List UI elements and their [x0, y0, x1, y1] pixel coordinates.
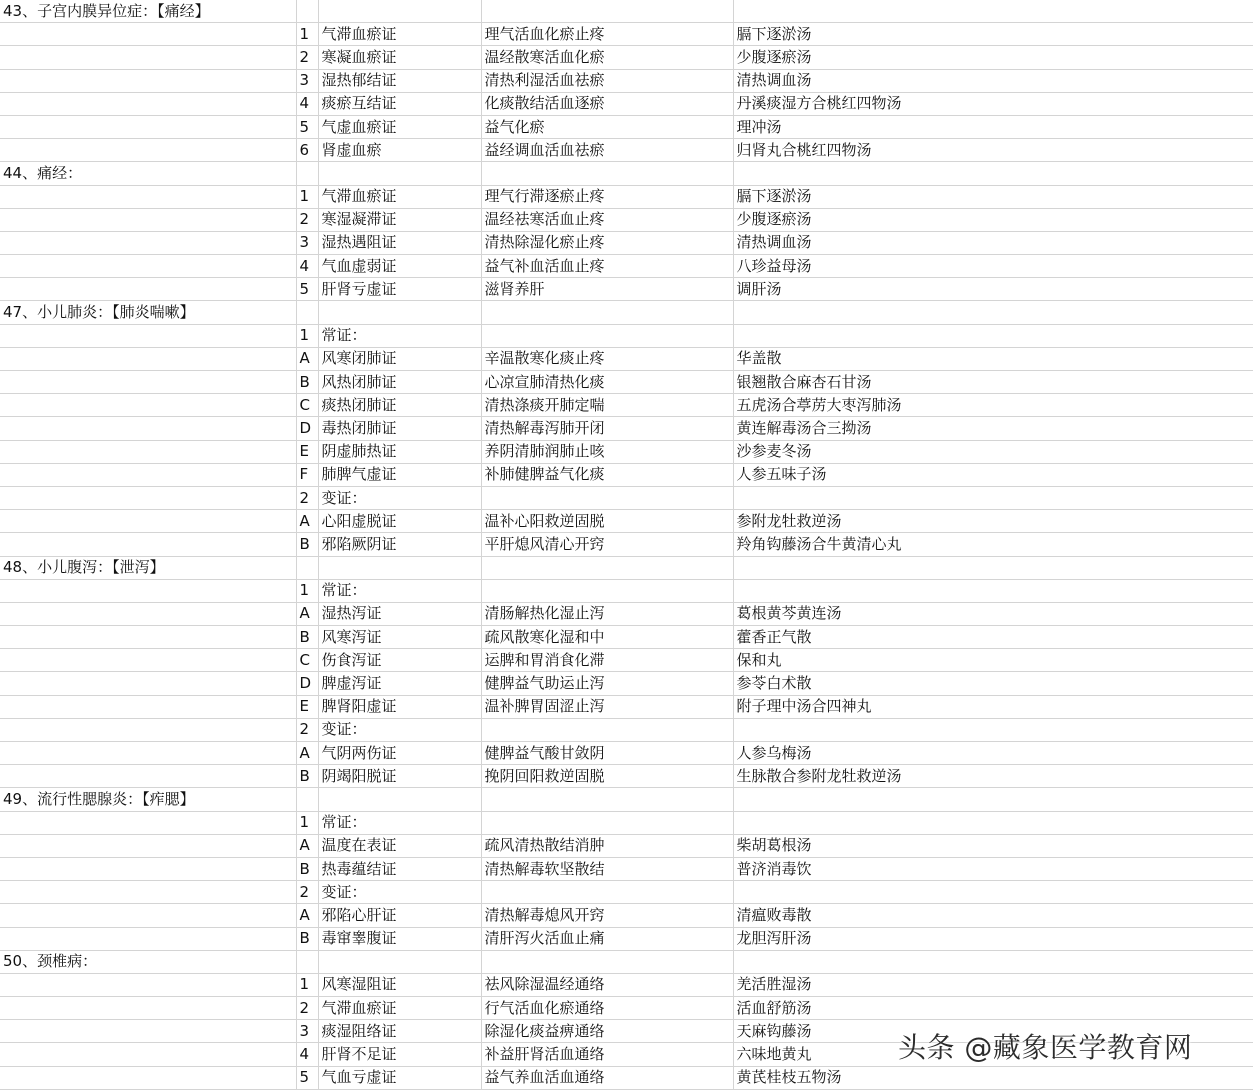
index-cell[interactable]: 1	[296, 23, 318, 46]
syndrome-cell[interactable]: 肝肾亏虚证	[318, 278, 481, 301]
syndrome-cell[interactable]: 寒湿凝滞证	[318, 208, 481, 231]
section-header-row	[0, 788, 1253, 811]
syndrome-cell[interactable]: 风寒湿阻证	[318, 973, 481, 996]
index-cell[interactable]: D	[296, 672, 318, 695]
table-row	[0, 579, 1253, 602]
index-cell[interactable]: 2	[296, 46, 318, 69]
index-cell[interactable]: 5	[296, 278, 318, 301]
treatment-cell[interactable]: 益气补血活血止疼	[481, 255, 733, 278]
treatment-cell[interactable]: 理气行滞逐瘀止疼	[481, 185, 733, 208]
empty-cell[interactable]	[296, 950, 318, 973]
empty-cell[interactable]	[296, 301, 318, 324]
empty-cell[interactable]	[0, 904, 296, 927]
index-cell[interactable]: E	[296, 440, 318, 463]
prescription-cell[interactable]: 归肾丸合桃红四物汤	[733, 139, 1253, 162]
table-row	[0, 115, 1253, 138]
syndrome-cell[interactable]: 气滞血瘀证	[318, 185, 481, 208]
empty-cell[interactable]	[0, 718, 296, 741]
syndrome-cell[interactable]: 湿热遇阻证	[318, 231, 481, 254]
table-row	[0, 417, 1253, 440]
syndrome-cell[interactable]: 湿热郁结证	[318, 69, 481, 92]
prescription-cell[interactable]: 银翘散合麻杏石甘汤	[733, 371, 1253, 394]
empty-cell[interactable]	[0, 278, 296, 301]
table-row	[0, 23, 1253, 46]
empty-cell[interactable]	[733, 301, 1253, 324]
syndrome-cell[interactable]: 变证：	[318, 486, 481, 509]
index-cell[interactable]: D	[296, 417, 318, 440]
prescription-cell[interactable]: 清热调血汤	[733, 69, 1253, 92]
prescription-cell[interactable]: 五虎汤合葶苈大枣泻肺汤	[733, 394, 1253, 417]
index-cell[interactable]: B	[296, 626, 318, 649]
treatment-cell[interactable]: 益气化瘀	[481, 115, 733, 138]
syndrome-cell[interactable]: 痰湿阻络证	[318, 1020, 481, 1043]
table-row	[0, 69, 1253, 92]
prescription-cell[interactable]: 柴胡葛根汤	[733, 834, 1253, 857]
prescription-cell[interactable]	[733, 811, 1253, 834]
index-cell[interactable]: 2	[296, 486, 318, 509]
table-row	[0, 973, 1253, 996]
index-cell[interactable]: C	[296, 649, 318, 672]
prescription-cell[interactable]: 沙参麦冬汤	[733, 440, 1253, 463]
section-header-row	[0, 301, 1253, 324]
table-row	[0, 649, 1253, 672]
index-cell[interactable]: A	[296, 904, 318, 927]
table-row	[0, 510, 1253, 533]
empty-cell[interactable]	[0, 417, 296, 440]
empty-cell[interactable]	[296, 556, 318, 579]
empty-cell[interactable]	[0, 463, 296, 486]
table-row	[0, 857, 1253, 880]
empty-cell[interactable]	[0, 1020, 296, 1043]
treatment-cell[interactable]	[481, 881, 733, 904]
treatment-cell[interactable]: 疏风散寒化湿和中	[481, 626, 733, 649]
syndrome-cell[interactable]: 邪陷心肝证	[318, 904, 481, 927]
index-cell[interactable]: 5	[296, 115, 318, 138]
prescription-cell[interactable]: 天麻钩藤汤	[733, 1020, 1253, 1043]
treatment-cell[interactable]: 温补脾胃固涩止泻	[481, 695, 733, 718]
index-cell[interactable]: 4	[296, 255, 318, 278]
empty-cell[interactable]	[0, 440, 296, 463]
table-row	[0, 255, 1253, 278]
syndrome-cell[interactable]: 痰热闭肺证	[318, 394, 481, 417]
prescription-cell[interactable]: 少腹逐瘀汤	[733, 46, 1253, 69]
treatment-cell[interactable]	[481, 811, 733, 834]
prescription-cell[interactable]	[733, 718, 1253, 741]
empty-cell[interactable]	[733, 788, 1253, 811]
prescription-cell[interactable]: 华盖散	[733, 347, 1253, 370]
section-title-cell[interactable]: 43、子宫内膜异位症：【痛经】	[0, 0, 296, 23]
empty-cell[interactable]	[0, 23, 296, 46]
index-cell[interactable]: B	[296, 765, 318, 788]
syndrome-cell[interactable]: 肺脾气虚证	[318, 463, 481, 486]
table-row	[0, 718, 1253, 741]
empty-cell[interactable]	[0, 927, 296, 950]
syndrome-cell[interactable]: 心阳虚脱证	[318, 510, 481, 533]
treatment-cell[interactable]: 化痰散结活血逐瘀	[481, 92, 733, 115]
table-row	[0, 394, 1253, 417]
syndrome-cell[interactable]: 肝肾不足证	[318, 1043, 481, 1066]
empty-cell[interactable]	[481, 788, 733, 811]
empty-cell[interactable]	[0, 765, 296, 788]
treatment-cell[interactable]: 理气活血化瘀止疼	[481, 23, 733, 46]
index-cell[interactable]: 2	[296, 881, 318, 904]
index-cell[interactable]: 4	[296, 92, 318, 115]
section-header-row	[0, 0, 1253, 23]
table-row	[0, 811, 1253, 834]
table-row	[0, 278, 1253, 301]
table-row	[0, 486, 1253, 509]
empty-cell[interactable]	[0, 811, 296, 834]
empty-cell[interactable]	[0, 881, 296, 904]
empty-cell[interactable]	[296, 0, 318, 23]
syndrome-cell[interactable]: 气血虚弱证	[318, 255, 481, 278]
prescription-cell[interactable]: 膈下逐淤汤	[733, 185, 1253, 208]
section-title-cell[interactable]: 44、痛经：	[0, 162, 296, 185]
index-cell[interactable]: 1	[296, 185, 318, 208]
treatment-cell[interactable]: 健脾益气助运止泻	[481, 672, 733, 695]
table-row	[0, 440, 1253, 463]
index-cell[interactable]: B	[296, 371, 318, 394]
treatment-cell[interactable]: 清热除湿化瘀止疼	[481, 231, 733, 254]
treatment-cell[interactable]: 清热解毒泻肺开闭	[481, 417, 733, 440]
treatment-cell[interactable]	[481, 579, 733, 602]
index-cell[interactable]: B	[296, 857, 318, 880]
empty-cell[interactable]	[318, 950, 481, 973]
treatment-cell[interactable]: 挽阴回阳救逆固脱	[481, 765, 733, 788]
empty-cell[interactable]	[0, 208, 296, 231]
syndrome-cell[interactable]: 变证：	[318, 718, 481, 741]
treatment-cell[interactable]: 心凉宣肺清热化痰	[481, 371, 733, 394]
table-row	[0, 371, 1253, 394]
index-cell[interactable]: 5	[296, 1066, 318, 1089]
prescription-cell[interactable]: 丹溪痰湿方合桃红四物汤	[733, 92, 1253, 115]
treatment-cell[interactable]: 平肝熄风清心开窍	[481, 533, 733, 556]
prescription-cell[interactable]: 膈下逐淤汤	[733, 23, 1253, 46]
empty-cell[interactable]	[733, 556, 1253, 579]
prescription-cell[interactable]: 龙胆泻肝汤	[733, 927, 1253, 950]
treatment-cell[interactable]: 清热解毒软坚散结	[481, 857, 733, 880]
empty-cell[interactable]	[481, 950, 733, 973]
index-cell[interactable]: 2	[296, 208, 318, 231]
index-cell[interactable]: 3	[296, 231, 318, 254]
section-header-row	[0, 950, 1253, 973]
index-cell[interactable]: F	[296, 463, 318, 486]
empty-cell[interactable]	[0, 347, 296, 370]
table-row	[0, 324, 1253, 347]
prescription-cell[interactable]: 黄芪桂枝五物汤	[733, 1066, 1253, 1089]
syndrome-cell[interactable]: 脾肾阳虚证	[318, 695, 481, 718]
table-row	[0, 904, 1253, 927]
empty-cell[interactable]	[0, 46, 296, 69]
table-row	[0, 672, 1253, 695]
empty-cell[interactable]	[0, 185, 296, 208]
table-row	[0, 765, 1253, 788]
index-cell[interactable]: 1	[296, 579, 318, 602]
treatment-cell[interactable]: 益气养血活血通络	[481, 1066, 733, 1089]
treatment-cell[interactable]: 清肠解热化湿止泻	[481, 602, 733, 625]
syndrome-cell[interactable]: 风寒泻证	[318, 626, 481, 649]
treatment-cell[interactable]: 益经调血活血祛瘀	[481, 139, 733, 162]
treatment-cell[interactable]: 行气活血化瘀通络	[481, 997, 733, 1020]
index-cell[interactable]: 6	[296, 139, 318, 162]
empty-cell[interactable]	[0, 486, 296, 509]
syndrome-cell[interactable]: 肾虚血瘀	[318, 139, 481, 162]
table-row	[0, 185, 1253, 208]
prescription-cell[interactable]: 清瘟败毒散	[733, 904, 1253, 927]
watermark: 头条 @藏象医学教育网	[898, 1031, 1193, 1064]
prescription-cell[interactable]: 八珍益母汤	[733, 255, 1253, 278]
table-row	[0, 46, 1253, 69]
prescription-cell[interactable]: 保和丸	[733, 649, 1253, 672]
prescription-cell[interactable]: 人参五味子汤	[733, 463, 1253, 486]
syndrome-cell[interactable]: 气阴两伤证	[318, 742, 481, 765]
empty-cell[interactable]	[0, 857, 296, 880]
empty-cell[interactable]	[0, 533, 296, 556]
index-cell[interactable]: 1	[296, 324, 318, 347]
empty-cell[interactable]	[0, 997, 296, 1020]
index-cell[interactable]: B	[296, 533, 318, 556]
syndrome-cell[interactable]: 毒热闭肺证	[318, 417, 481, 440]
syndrome-cell[interactable]: 温度在表证	[318, 834, 481, 857]
table-row	[0, 208, 1253, 231]
empty-cell[interactable]	[0, 672, 296, 695]
empty-cell[interactable]	[0, 324, 296, 347]
syndrome-cell[interactable]: 常证：	[318, 324, 481, 347]
table-row	[0, 997, 1253, 1020]
table-row	[0, 463, 1253, 486]
syndrome-cell[interactable]: 风寒闭肺证	[318, 347, 481, 370]
empty-cell[interactable]	[733, 950, 1253, 973]
empty-cell[interactable]	[0, 139, 296, 162]
empty-cell[interactable]	[296, 162, 318, 185]
table-row	[0, 742, 1253, 765]
table-row	[0, 139, 1253, 162]
section-title-cell[interactable]: 48、小儿腹泻：【泄泻】	[0, 556, 296, 579]
empty-cell[interactable]	[318, 301, 481, 324]
treatment-cell[interactable]: 清热解毒熄风开窍	[481, 904, 733, 927]
empty-cell[interactable]	[0, 649, 296, 672]
empty-cell[interactable]	[318, 162, 481, 185]
table-row	[0, 834, 1253, 857]
prescription-cell[interactable]: 羌活胜湿汤	[733, 973, 1253, 996]
index-cell[interactable]: A	[296, 834, 318, 857]
treatment-cell[interactable]: 除湿化痰益痹通络	[481, 1020, 733, 1043]
empty-cell[interactable]	[318, 556, 481, 579]
prescription-cell[interactable]: 人参乌梅汤	[733, 742, 1253, 765]
syndrome-cell[interactable]: 痰瘀互结证	[318, 92, 481, 115]
index-cell[interactable]: C	[296, 394, 318, 417]
empty-cell[interactable]	[318, 0, 481, 23]
section-title-cell[interactable]: 49、流行性腮腺炎：【痄腮】	[0, 788, 296, 811]
empty-cell[interactable]	[0, 115, 296, 138]
index-cell[interactable]: 3	[296, 69, 318, 92]
syndrome-cell[interactable]: 热毒蕴结证	[318, 857, 481, 880]
table-row	[0, 533, 1253, 556]
prescription-cell[interactable]: 参附龙牡救逆汤	[733, 510, 1253, 533]
empty-cell[interactable]	[0, 92, 296, 115]
treatment-cell[interactable]: 滋肾养肝	[481, 278, 733, 301]
treatment-cell[interactable]: 养阴清肺润肺止咳	[481, 440, 733, 463]
prescription-cell[interactable]	[733, 881, 1253, 904]
empty-cell[interactable]	[0, 742, 296, 765]
index-cell[interactable]: A	[296, 742, 318, 765]
empty-cell[interactable]	[733, 162, 1253, 185]
empty-cell[interactable]	[0, 371, 296, 394]
syndrome-cell[interactable]: 邪陷厥阴证	[318, 533, 481, 556]
empty-cell[interactable]	[0, 510, 296, 533]
treatment-cell[interactable]: 补肺健脾益气化痰	[481, 463, 733, 486]
prescription-cell[interactable]: 葛根黄芩黄连汤	[733, 602, 1253, 625]
prescription-cell[interactable]: 理冲汤	[733, 115, 1253, 138]
treatment-cell[interactable]: 温补心阳救逆固脱	[481, 510, 733, 533]
index-cell[interactable]: E	[296, 695, 318, 718]
section-title-cell[interactable]: 47、小儿肺炎：【肺炎喘嗽】	[0, 301, 296, 324]
table-row	[0, 231, 1253, 254]
treatment-cell[interactable]: 清肝泻火活血止痛	[481, 927, 733, 950]
syndrome-cell[interactable]: 气血亏虚证	[318, 1066, 481, 1089]
index-cell[interactable]: 3	[296, 1020, 318, 1043]
section-header-row	[0, 162, 1253, 185]
empty-cell[interactable]	[481, 301, 733, 324]
prescription-cell[interactable]: 附子理中汤合四神丸	[733, 695, 1253, 718]
empty-cell[interactable]	[481, 162, 733, 185]
index-cell[interactable]: 4	[296, 1043, 318, 1066]
treatment-cell[interactable]: 清热利湿活血祛瘀	[481, 69, 733, 92]
syndrome-cell[interactable]: 阴虚肺热证	[318, 440, 481, 463]
treatment-cell[interactable]: 补益肝肾活血通络	[481, 1043, 733, 1066]
prescription-cell[interactable]: 生脉散合参附龙牡救逆汤	[733, 765, 1253, 788]
treatment-cell[interactable]: 温经散寒活血化瘀	[481, 46, 733, 69]
treatment-cell[interactable]: 辛温散寒化痰止疼	[481, 347, 733, 370]
empty-cell[interactable]	[481, 0, 733, 23]
treatment-cell[interactable]	[481, 324, 733, 347]
prescription-cell[interactable]: 清热调血汤	[733, 231, 1253, 254]
syndrome-cell[interactable]: 毒窜睾腹证	[318, 927, 481, 950]
empty-cell[interactable]	[0, 231, 296, 254]
prescription-cell[interactable]: 活血舒筋汤	[733, 997, 1253, 1020]
prescription-cell[interactable]	[733, 486, 1253, 509]
prescription-cell[interactable]: 参苓白术散	[733, 672, 1253, 695]
treatment-cell[interactable]: 祛风除湿温经通络	[481, 973, 733, 996]
syndrome-cell[interactable]: 常证：	[318, 579, 481, 602]
table-row	[0, 626, 1253, 649]
empty-cell[interactable]	[296, 788, 318, 811]
syndrome-cell[interactable]: 脾虚泻证	[318, 672, 481, 695]
prescription-cell[interactable]: 六味地黄丸	[733, 1043, 1253, 1066]
empty-cell[interactable]	[0, 695, 296, 718]
syndrome-cell[interactable]: 寒凝血瘀证	[318, 46, 481, 69]
syndrome-cell[interactable]: 常证：	[318, 811, 481, 834]
table-row	[0, 695, 1253, 718]
treatment-cell[interactable]: 疏风清热散结消肿	[481, 834, 733, 857]
section-title-cell[interactable]: 50、颈椎病：	[0, 950, 296, 973]
prescription-cell[interactable]: 藿香正气散	[733, 626, 1253, 649]
prescription-cell[interactable]: 普济消毒饮	[733, 857, 1253, 880]
empty-cell[interactable]	[481, 556, 733, 579]
prescription-cell[interactable]: 少腹逐瘀汤	[733, 208, 1253, 231]
index-cell[interactable]: A	[296, 510, 318, 533]
table-row	[0, 602, 1253, 625]
empty-cell[interactable]	[318, 788, 481, 811]
empty-cell[interactable]	[0, 579, 296, 602]
empty-cell[interactable]	[0, 973, 296, 996]
table-row	[0, 927, 1253, 950]
table-row	[0, 347, 1253, 370]
index-cell[interactable]: B	[296, 927, 318, 950]
empty-cell[interactable]	[733, 0, 1253, 23]
index-cell[interactable]: 2	[296, 997, 318, 1020]
empty-cell[interactable]	[0, 1043, 296, 1066]
syndrome-cell[interactable]: 湿热泻证	[318, 602, 481, 625]
syndrome-cell[interactable]: 变证：	[318, 881, 481, 904]
empty-cell[interactable]	[0, 834, 296, 857]
prescription-cell[interactable]: 调肝汤	[733, 278, 1253, 301]
empty-cell[interactable]	[0, 626, 296, 649]
index-cell[interactable]: 1	[296, 811, 318, 834]
index-cell[interactable]: A	[296, 602, 318, 625]
index-cell[interactable]: A	[296, 347, 318, 370]
empty-cell[interactable]	[0, 394, 296, 417]
syndrome-cell[interactable]: 气滞血瘀证	[318, 997, 481, 1020]
table-row	[0, 881, 1253, 904]
table-row	[0, 92, 1253, 115]
syndrome-cell[interactable]: 伤食泻证	[318, 649, 481, 672]
treatment-cell[interactable]	[481, 718, 733, 741]
empty-cell[interactable]	[0, 602, 296, 625]
prescription-cell[interactable]	[733, 579, 1253, 602]
empty-cell[interactable]	[0, 255, 296, 278]
empty-cell[interactable]	[0, 1066, 296, 1089]
treatment-cell[interactable]: 运脾和胃消食化滞	[481, 649, 733, 672]
index-cell[interactable]: 1	[296, 973, 318, 996]
section-header-row	[0, 556, 1253, 579]
prescription-cell[interactable]: 羚角钩藤汤合牛黄清心丸	[733, 533, 1253, 556]
prescription-cell[interactable]: 黄连解毒汤合三拗汤	[733, 417, 1253, 440]
index-cell[interactable]: 2	[296, 718, 318, 741]
empty-cell[interactable]	[0, 69, 296, 92]
syndrome-cell[interactable]: 气滞血瘀证	[318, 23, 481, 46]
syndrome-cell[interactable]: 阴竭阳脱证	[318, 765, 481, 788]
syndrome-cell[interactable]: 风热闭肺证	[318, 371, 481, 394]
treatment-cell[interactable]: 温经祛寒活血止疼	[481, 208, 733, 231]
treatment-cell[interactable]	[481, 486, 733, 509]
prescription-cell[interactable]	[733, 324, 1253, 347]
syndrome-cell[interactable]: 气虚血瘀证	[318, 115, 481, 138]
treatment-cell[interactable]: 清热涤痰开肺定喘	[481, 394, 733, 417]
treatment-cell[interactable]: 健脾益气酸甘敛阴	[481, 742, 733, 765]
table-row	[0, 1066, 1253, 1089]
